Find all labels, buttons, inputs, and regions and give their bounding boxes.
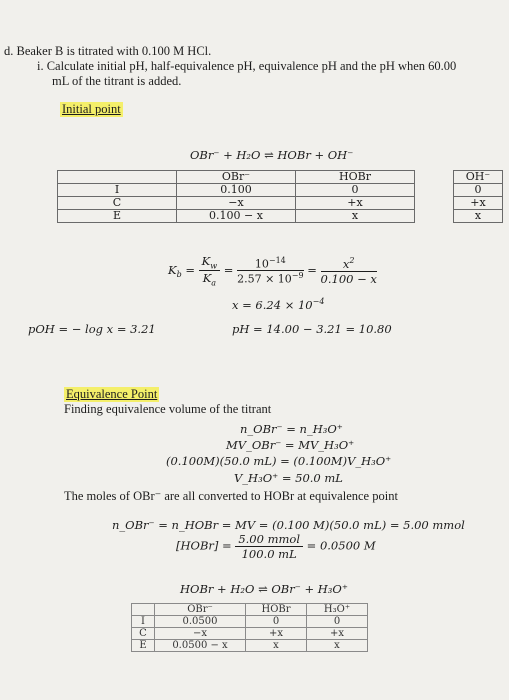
table-row <box>58 184 503 197</box>
moles-calculation: n_OBr⁻ = n_HOBr = MV = (0.100 M)(50.0 mL) = 5.00 mmol <box>112 518 465 532</box>
table-cell: +x <box>246 628 307 640</box>
equation-mv-equal: MV_OBr⁻ = MV_H₃O⁺ <box>226 438 355 452</box>
hobr-concentration: [HOBr] = $\frac{\text{5.00 mmol}}{100.0 mL}$ = 0.0500 M <box>176 532 376 561</box>
concentration-fraction: $\frac{\text{5.00 mmol}}{100.0 mL}$ <box>235 532 303 561</box>
table-cell: 0.100 <box>177 184 296 197</box>
table-cell: 0.0500 − x <box>155 640 246 652</box>
equation-substitution: (0.100M)(50.0 mL) = (0.100M)V_H₃O⁺ <box>166 454 392 468</box>
ph-result: pH = 14.00 − 3.21 = 10.80 <box>232 322 392 336</box>
ice-table-initial <box>57 170 503 223</box>
table-cell: H₃O⁺ <box>307 604 368 616</box>
table-cell: HOBr <box>296 171 415 184</box>
equivalence-reaction: HOBr + H₂O ⇌ OBr⁻ + H₃O⁺ <box>180 582 348 596</box>
kb-value-fraction: $\frac{10^{-14}}{2.57 \times 10^{-9}}$ <box>237 255 304 286</box>
table-cell: x <box>296 210 415 223</box>
table-cell: 0 <box>246 616 307 628</box>
initial-point-heading: Initial point <box>62 102 121 116</box>
conversion-statement: The moles of OBr⁻ are all converted to HOBr at equivalence point <box>64 489 398 503</box>
table-row <box>132 640 368 652</box>
table-cell: OBr⁻ <box>155 604 246 616</box>
table-cell: E <box>132 640 155 652</box>
table-cell <box>132 604 155 616</box>
table-cell: I <box>58 184 177 197</box>
kb-expression: $K_b$ = $\frac{K_w}{K_a}$ = $\frac{10^{-14}}{2.57 \times 10^{-9}}$ = $\frac{x^2}{0.100 - x}$ <box>168 254 377 288</box>
x-squared-fraction: $\frac{x^2}{0.100 - x}$ <box>320 255 377 286</box>
table-cell: −x <box>155 628 246 640</box>
table-cell: +x <box>307 628 368 640</box>
question-part-d: d. Beaker B is titrated with 0.100 M HCl. <box>4 44 212 58</box>
table-cell: 0 <box>454 184 503 197</box>
equation-volume-result: V_H₃O⁺ = 50.0 mL <box>234 471 343 485</box>
question-item-i-line1: i. Calculate initial pH, half-equivalence pH, equivalence pH and the pH when 60.00 <box>37 59 457 73</box>
ice-table-equivalence <box>131 603 368 652</box>
question-item-i-line2: mL of the titrant is added. <box>52 74 182 88</box>
table-cell: x <box>454 210 503 223</box>
initial-reaction: OBr⁻ + H₂O ⇌ HOBr + OH⁻ <box>190 148 354 162</box>
table-row <box>58 197 503 210</box>
table-cell <box>58 171 177 184</box>
table-cell: x <box>246 640 307 652</box>
table-cell: C <box>58 197 177 210</box>
table-cell: +x <box>296 197 415 210</box>
table-cell: 0 <box>307 616 368 628</box>
table-row <box>58 210 503 223</box>
kw-over-ka: $\frac{K_w}{K_a}$ <box>199 254 220 288</box>
table-cell: OBr⁻ <box>177 171 296 184</box>
equation-moles-equal: n_OBr⁻ = n_H₃O⁺ <box>240 422 343 436</box>
table-cell: I <box>132 616 155 628</box>
table-cell: 0 <box>296 184 415 197</box>
table-cell: C <box>132 628 155 640</box>
x-result: $x = 6.24 \times 10^{-4}$ <box>232 297 325 312</box>
table-cell: +x <box>454 197 503 210</box>
table-row <box>58 171 503 184</box>
table-cell: HOBr <box>246 604 307 616</box>
poh-result: pOH = − log x = 3.21 <box>28 322 156 336</box>
table-cell: x <box>307 640 368 652</box>
table-cell: −x <box>177 197 296 210</box>
table-cell: 0.0500 <box>155 616 246 628</box>
table-row <box>132 604 368 616</box>
equivalence-heading: Equivalence Point <box>66 387 158 401</box>
table-cell: OH⁻ <box>454 171 503 184</box>
table-row <box>132 628 368 640</box>
table-cell: 0.100 − x <box>177 210 296 223</box>
equivalence-subheading: Finding equivalence volume of the titrant <box>64 402 272 416</box>
table-cell: E <box>58 210 177 223</box>
table-row <box>132 616 368 628</box>
